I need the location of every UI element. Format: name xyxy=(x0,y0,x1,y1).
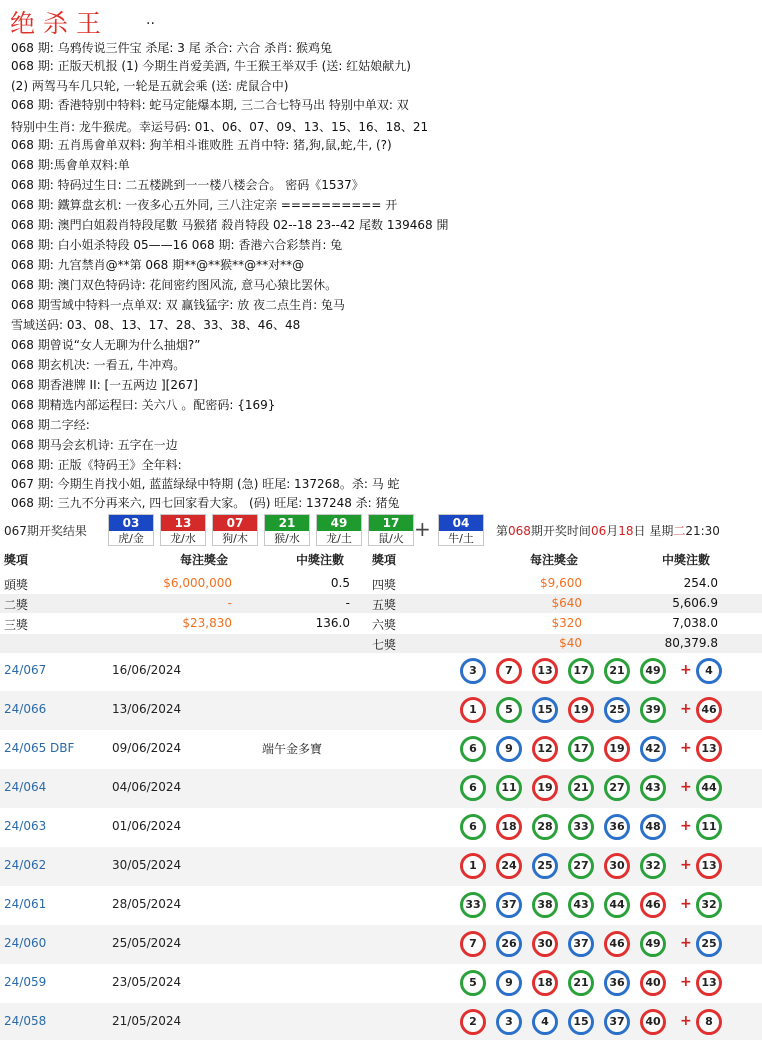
number-ball: 4 xyxy=(532,1009,558,1035)
draw-issue-link[interactable]: 24/062 xyxy=(4,858,47,872)
number-ball: 11 xyxy=(496,775,522,801)
number-ball: 3 xyxy=(460,658,486,684)
special-number-ball: 4 xyxy=(696,658,722,684)
history-row[interactable] xyxy=(0,769,762,808)
number-ball: 40 xyxy=(640,970,666,996)
plus-sign: + xyxy=(680,1013,692,1029)
prize-amount: - xyxy=(227,596,232,610)
prize-header-count: 中獎注數 xyxy=(662,553,711,567)
result-ball-zodiac: 狗/木 xyxy=(222,532,248,545)
forecast-line: 068 期: 香港特别中特料: 蛇马定能爆本期, 三二合七特马出 特别中单双: 双 xyxy=(11,98,409,112)
history-row[interactable] xyxy=(0,886,762,925)
history-row[interactable] xyxy=(0,847,762,886)
draw-date: 21/05/2024 xyxy=(112,1014,182,1028)
page-title: 绝杀王 xyxy=(10,9,110,38)
plus-sign: + xyxy=(680,974,692,990)
forecast-line: 068 期精选内部运程曰: 关六八 。配密码: {169} xyxy=(11,398,276,412)
number-ball: 46 xyxy=(640,892,666,918)
prize-header-name: 獎項 xyxy=(372,553,397,567)
draw-date: 16/06/2024 xyxy=(112,663,182,677)
result-ball-number: 03 xyxy=(109,515,153,531)
prize-name: 五獎 xyxy=(372,598,397,612)
number-ball: 33 xyxy=(568,814,594,840)
forecast-line: 068 期曾说“女人无聊为什么抽烟?” xyxy=(11,338,201,352)
number-ball: 1 xyxy=(460,853,486,879)
prize-name: 三獎 xyxy=(4,618,29,632)
result-ball xyxy=(264,514,310,546)
forecast-line: 雪域送码: 03、08、13、17、28、33、38、46、48 xyxy=(11,318,301,332)
number-ball: 27 xyxy=(604,775,630,801)
number-ball: 49 xyxy=(640,658,666,684)
forecast-line: 068 期马会玄机诗: 五字在一边 xyxy=(11,438,178,452)
forecast-line: 068 期: 澳門白姐殺肖特段尾數 马猴猪 殺肖特段 02--18 23--42 尾数 139468 開 xyxy=(11,218,449,232)
prize-name: 四獎 xyxy=(372,578,397,592)
forecast-line: 068 期:馬會单双料:单 xyxy=(11,158,130,172)
number-ball: 13 xyxy=(532,658,558,684)
draw-issue-link[interactable]: 24/059 xyxy=(4,975,47,989)
number-ball: 3 xyxy=(496,1009,522,1035)
forecast-line: 068 期: 白小姐杀特段 05——16 068 期: 香港六合彩禁肖: 兔 xyxy=(11,238,343,252)
number-ball: 12 xyxy=(532,736,558,762)
number-ball: 21 xyxy=(568,775,594,801)
number-ball: 27 xyxy=(568,853,594,879)
number-ball: 9 xyxy=(496,736,522,762)
special-number-ball: 13 xyxy=(696,853,722,879)
result-ball-zodiac: 猴/水 xyxy=(274,532,300,545)
result-ball xyxy=(368,514,414,546)
draw-issue-link[interactable]: 24/067 xyxy=(4,663,47,677)
forecast-line: 068 期: 澳门双色特码诗: 花间密约图风流, 意马心猿比罢休。 xyxy=(11,278,338,292)
result-ball-zodiac: 龙/水 xyxy=(170,532,196,545)
draw-issue-link[interactable]: 24/065 DBF xyxy=(4,741,75,755)
prize-count: - xyxy=(345,596,350,610)
number-ball: 7 xyxy=(460,931,486,957)
number-ball: 44 xyxy=(604,892,630,918)
history-row[interactable] xyxy=(0,691,762,730)
number-ball: 36 xyxy=(604,970,630,996)
number-ball: 46 xyxy=(604,931,630,957)
result-ball-zodiac: 鼠/火 xyxy=(378,532,404,545)
result-ball-number: 21 xyxy=(265,515,309,531)
next-draw-time: 第068期开奖时间06月18日 星期二21:30 xyxy=(496,524,720,538)
number-ball: 28 xyxy=(532,814,558,840)
prize-amount: $320 xyxy=(551,616,582,630)
prize-row xyxy=(0,574,762,593)
special-number-ball: 13 xyxy=(696,970,722,996)
draw-date: 13/06/2024 xyxy=(112,702,182,716)
prize-table xyxy=(0,548,762,652)
number-ball: 18 xyxy=(532,970,558,996)
number-ball: 49 xyxy=(640,931,666,957)
draw-date: 30/05/2024 xyxy=(112,858,182,872)
prize-count: 254.0 xyxy=(683,576,718,590)
number-ball: 43 xyxy=(568,892,594,918)
history-row[interactable] xyxy=(0,808,762,847)
prize-amount: $9,600 xyxy=(540,576,582,590)
draw-date: 09/06/2024 xyxy=(112,741,182,755)
plus-sign: + xyxy=(414,517,431,541)
number-ball: 24 xyxy=(496,853,522,879)
number-ball: 2 xyxy=(460,1009,486,1035)
result-ball-zodiac: 龙/土 xyxy=(326,532,352,545)
number-ball: 39 xyxy=(640,697,666,723)
number-ball: 26 xyxy=(496,931,522,957)
number-ball: 30 xyxy=(604,853,630,879)
special-number-ball: 11 xyxy=(696,814,722,840)
forecast-line: 067 期: 今期生肖找小姐, 蓝蓝绿绿中特期 (急) 旺尾: 137268。杀: 马 蛇 xyxy=(11,477,400,491)
number-ball: 25 xyxy=(604,697,630,723)
forecast-line: 特别中生肖: 龙牛猴虎。幸运号码: 01、06、07、09、13、15、16、18、21 xyxy=(11,120,429,134)
number-ball: 36 xyxy=(604,814,630,840)
number-ball: 6 xyxy=(460,736,486,762)
draw-date: 28/05/2024 xyxy=(112,897,182,911)
result-ball-number: 04 xyxy=(439,515,483,531)
number-ball: 7 xyxy=(496,658,522,684)
prize-count: 0.5 xyxy=(330,576,350,590)
forecast-line: 068 期: 三九不分再来六, 四七回家看大家。 (码) 旺尾: 137248 杀: 猪兔 xyxy=(11,496,400,510)
result-ball-zodiac: 虎/金 xyxy=(118,532,144,545)
number-ball: 5 xyxy=(496,697,522,723)
forecast-line: 068 期: 正版《特码王》全年料: xyxy=(11,458,182,472)
forecast-line: 068 期: 乌鸦传说三件宝 杀尾: 3 尾 杀合: 六合 杀肖: 猴鸡兔 xyxy=(11,41,333,55)
forecast-line: 068 期雪域中特料一点单双: 双 赢钱猛字: 放 夜二点生肖: 兔马 xyxy=(11,298,345,312)
number-ball: 38 xyxy=(532,892,558,918)
number-ball: 32 xyxy=(640,853,666,879)
number-ball: 9 xyxy=(496,970,522,996)
plus-sign: + xyxy=(680,662,692,678)
prize-row xyxy=(0,594,762,613)
history-row[interactable] xyxy=(0,964,762,1003)
number-ball: 37 xyxy=(604,1009,630,1035)
forecast-line: 068 期: 九宫禁肖@**第 068 期**@**猴**@**对**@ xyxy=(11,258,305,272)
result-special-ball xyxy=(438,514,484,546)
number-ball: 6 xyxy=(460,814,486,840)
draw-issue-link[interactable]: 24/066 xyxy=(4,702,47,716)
number-ball: 21 xyxy=(604,658,630,684)
draw-date: 04/06/2024 xyxy=(112,780,182,794)
special-number-ball: 32 xyxy=(696,892,722,918)
draw-issue-link[interactable]: 24/063 xyxy=(4,819,47,833)
result-ball-number: 49 xyxy=(317,515,361,531)
forecast-line: 068 期: 正版天机报 (1) 今期生肖爱美酒, 牛王猴王举双手 (送: 红姑娘献九) xyxy=(11,59,411,73)
plus-sign: + xyxy=(680,818,692,834)
prize-count: 136.0 xyxy=(315,616,350,630)
plus-sign: + xyxy=(680,701,692,717)
history-row[interactable] xyxy=(0,1003,762,1040)
number-ball: 18 xyxy=(496,814,522,840)
prize-count: 5,606.9 xyxy=(672,596,718,610)
special-number-ball: 44 xyxy=(696,775,722,801)
number-ball: 25 xyxy=(532,853,558,879)
number-ball: 6 xyxy=(460,775,486,801)
result-ball xyxy=(160,514,206,546)
forecast-line: 068 期香港牌 II: [一五两边 ][267] xyxy=(11,378,198,392)
number-ball: 5 xyxy=(460,970,486,996)
forecast-line: 068 期: 特码过生日: 二五楼跳到一一楼八楼会合。 密码《1537》 xyxy=(11,178,364,192)
prize-amount: $23,830 xyxy=(182,616,232,630)
prize-row xyxy=(0,614,762,633)
result-ball-number: 17 xyxy=(369,515,413,531)
number-ball: 43 xyxy=(640,775,666,801)
number-ball: 30 xyxy=(532,931,558,957)
draw-issue-link[interactable]: 24/058 xyxy=(4,1014,47,1028)
forecast-line: 068 期玄机决: 一看五, 牛冲鸡。 xyxy=(11,358,186,372)
number-ball: 17 xyxy=(568,736,594,762)
number-ball: 42 xyxy=(640,736,666,762)
prize-name: 二獎 xyxy=(4,598,29,612)
prize-header-amount: 每注獎金 xyxy=(530,553,579,567)
result-ball xyxy=(316,514,362,546)
result-label: 067期开奖结果 xyxy=(4,524,87,538)
number-ball: 19 xyxy=(568,697,594,723)
plus-sign: + xyxy=(680,896,692,912)
special-number-ball: 25 xyxy=(696,931,722,957)
result-ball-zodiac: 牛/土 xyxy=(448,532,474,545)
forecast-line: (2) 两驾马车几只轮, 一轮是五就会乘 (送: 虎鼠合中) xyxy=(11,79,289,93)
prize-amount: $640 xyxy=(551,596,582,610)
prize-name: 六獎 xyxy=(372,618,397,632)
number-ball: 1 xyxy=(460,697,486,723)
history-row[interactable] xyxy=(0,730,762,769)
number-ball: 40 xyxy=(640,1009,666,1035)
number-ball: 19 xyxy=(532,775,558,801)
draw-date: 25/05/2024 xyxy=(112,936,182,950)
result-ball-number: 13 xyxy=(161,515,205,531)
title-dots: .. xyxy=(146,12,155,28)
plus-sign: + xyxy=(680,740,692,756)
plus-sign: + xyxy=(680,935,692,951)
special-number-ball: 13 xyxy=(696,736,722,762)
history-row[interactable] xyxy=(0,652,762,691)
draw-issue-link[interactable]: 24/060 xyxy=(4,936,47,950)
number-ball: 48 xyxy=(640,814,666,840)
plus-sign: + xyxy=(680,857,692,873)
draw-issue-link[interactable]: 24/061 xyxy=(4,897,47,911)
number-ball: 37 xyxy=(496,892,522,918)
number-ball: 15 xyxy=(568,1009,594,1035)
number-ball: 17 xyxy=(568,658,594,684)
result-ball xyxy=(108,514,154,546)
prize-amount: $6,000,000 xyxy=(163,576,232,590)
history-row[interactable] xyxy=(0,925,762,964)
draw-issue-link[interactable]: 24/064 xyxy=(4,780,47,794)
number-ball: 19 xyxy=(604,736,630,762)
number-ball: 21 xyxy=(568,970,594,996)
result-ball-number: 07 xyxy=(213,515,257,531)
prize-amount: $40 xyxy=(559,636,582,650)
prize-header-amount: 每注獎金 xyxy=(180,553,229,567)
prize-name: 頭獎 xyxy=(4,578,29,592)
prize-header-count: 中獎注數 xyxy=(296,553,345,567)
special-number-ball: 46 xyxy=(696,697,722,723)
result-bar xyxy=(0,512,762,546)
prize-count: 7,038.0 xyxy=(672,616,718,630)
number-ball: 37 xyxy=(568,931,594,957)
forecast-line: 068 期二字经: xyxy=(11,418,90,432)
number-ball: 15 xyxy=(532,697,558,723)
forecast-line: 068 期: 五肖馬會单双料: 狗羊相斗谁败胜 五肖中特: 猪,狗,鼠,蛇,牛, (?) xyxy=(11,138,392,152)
plus-sign: + xyxy=(680,779,692,795)
prize-row xyxy=(0,634,762,653)
number-ball: 33 xyxy=(460,892,486,918)
draw-date: 23/05/2024 xyxy=(112,975,182,989)
forecast-line: 068 期: 鐵算盘玄机: 一夜多心五外同, 三八注定亲 ========== 开 xyxy=(11,198,398,212)
result-ball xyxy=(212,514,258,546)
draw-note: 端午金多寶 xyxy=(262,742,323,756)
prize-name: 七獎 xyxy=(372,638,397,652)
draw-date: 01/06/2024 xyxy=(112,819,182,833)
special-number-ball: 8 xyxy=(696,1009,722,1035)
prize-header-name: 獎項 xyxy=(4,553,29,567)
prize-count: 80,379.8 xyxy=(664,636,718,650)
